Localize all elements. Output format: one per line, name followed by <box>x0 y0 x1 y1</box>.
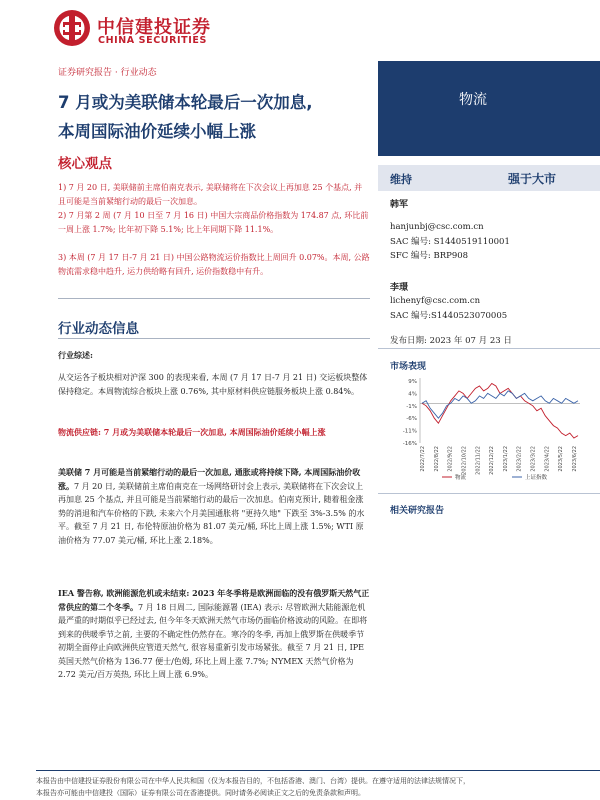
market-performance-chart <box>390 373 586 485</box>
sidebar <box>378 61 600 791</box>
divider <box>58 298 370 299</box>
related-reports-heading: 相关研究报告 <box>390 506 445 516</box>
industry-banner <box>378 61 600 156</box>
chart-y-tick-label: -1% <box>406 403 417 410</box>
analyst-2-email: lichenyf@csc.com.cn <box>390 296 481 306</box>
brand-name-cn: 中信建投证券 <box>97 17 211 38</box>
chart-x-tick-label: 2023/6/22 <box>572 446 578 472</box>
analyst-1-email: hanjunbj@csc.com.cn <box>390 222 484 232</box>
chart-y-tick-label: -6% <box>406 416 417 423</box>
chart-y-tick-label: -16% <box>402 441 417 447</box>
chart-x-tick-label: 2023/5/22 <box>558 446 565 472</box>
title-line-2: 本周国际油价延续小幅上涨 <box>58 122 256 141</box>
industry-news-heading: 行业动态信息 <box>58 321 139 337</box>
analyst-1-sfc: SFC 编号: BRP908 <box>390 251 469 261</box>
chart-series-line-1 <box>422 384 578 439</box>
divider <box>378 348 600 349</box>
rating-label: 维持 <box>390 173 412 186</box>
chart-y-tick-label: 9% <box>408 379 417 385</box>
report-title <box>58 88 370 146</box>
core-point-1: 1) 7 月 20 日, 美联储前主席伯南克表示, 美联储将在下次会议上再加息 25 个基点, 并且可能是当前紧缩行动的最后一次加息。 <box>58 183 363 206</box>
china-securities-emblem-icon <box>52 8 92 48</box>
chart-x-tick-label: 2023/4/22 <box>544 446 551 472</box>
industry-name: 物流 <box>459 92 487 108</box>
brand-logo <box>52 6 222 50</box>
analyst-2-name: 李璟 <box>390 283 409 293</box>
analyst-1-sac: SAC 编号: S1440519110001 <box>390 237 510 247</box>
core-point-2: 2) 7 月第 2 周 (7 月 10 日至 7 月 16 日) 中国大宗商品价格指数为 174.87 点, 环比前一周上涨 1.7%; 比年初下降 5.1%; 比上年同期下降 11.1%。 <box>58 211 369 234</box>
industry-summary-subheading: 行业综述: <box>58 350 93 360</box>
industry-summary-paragraph: 从交运各子板块相对沪深 300 的表现来看, 本周 (7 月 17 日-7 月 21 日) 交运板块整体保持稳定。本周物流综合板块上涨 0.76%, 其中原材料供应链服务板块上涨 0.84%。 <box>58 373 368 396</box>
rating-value: 强于大市 <box>508 172 557 186</box>
chart-y-tick-label: -11% <box>402 428 417 435</box>
logistics-subheading: 物流供应链: 7 月或为美联储本轮最后一次加息, 本周国际油价延续小幅上涨 <box>58 427 326 437</box>
core-point-3: 3) 本周 (7 月 17 日-7 月 21 日) 中国公路物流运价指数比上周回升 0.07%。本周, 公路物流需求稳中趋升, 运力供给略有回升, 运价指数稳中有升。 <box>58 253 370 276</box>
chart-x-tick-label: 2022/11/22 <box>475 446 482 475</box>
chart-x-tick-label: 2022/7/22 <box>420 446 426 472</box>
chart-x-tick-label: 2022/10/22 <box>461 446 468 475</box>
disclaimer-footer <box>36 775 600 799</box>
brand-name-en: CHINA SECURITIES <box>98 35 207 46</box>
chart-x-tick-label: 2022/9/22 <box>447 446 454 472</box>
disclaimer-line-2: 本报告亦可能由中信建投（国际）证券有限公司在香港提供。同时请务必阅读正文之后的免责条款和声明。 <box>36 789 365 797</box>
iea-paragraph-body: 7 月 18 日周二, 国际能源署 (IEA) 表示: 尽管欧洲大陆能源危机最严重的时期似乎已经过去, 但今年冬天欧洲天然气市场仍面临价格波动的风险。在即将到来的供暖季节之前, 主要的不确定性仍然存在。寒冷的冬季, 再加上俄罗斯在供暖季节初期全面停止向欧洲供应管道天然气, 很容易重新引发市场紧张。截至 7 月 21 日, IPE 英国天然气价格为 136.77 便士/色姆, 环比上周上涨 7.7%; NYMEX 天然气价格为 2.72 美元/百万英热, 环比上周上涨 6.9%。 <box>58 602 368 679</box>
footer-divider <box>36 770 600 771</box>
chart-y-tick-label: 4% <box>408 391 417 398</box>
fed-paragraph <box>58 466 370 547</box>
core-views-heading: 核心观点 <box>58 156 112 172</box>
chart-x-tick-label: 2022/8/22 <box>433 446 440 472</box>
chart-series-line-2 <box>422 391 578 418</box>
chart-x-tick-label: 2022/12/22 <box>489 446 496 475</box>
rating-bar <box>378 165 600 191</box>
analyst-1-name: 韩军 <box>390 200 409 210</box>
divider <box>58 338 370 339</box>
analyst-2-sac: SAC 编号:S1440523070005 <box>390 311 508 321</box>
disclaimer-line-1: 本报告由中信建投证券股份有限公司在中华人民共和国（仅为本报告目的，不包括香港、澳门、台湾）提供。在遵守适用的法律法规情况下， <box>36 777 470 785</box>
chart-x-tick-label: 2023/2/22 <box>516 446 523 472</box>
chart-x-tick-label: 2023/3/22 <box>530 446 537 472</box>
chart-legend-label-2: 上证指数 <box>525 475 548 481</box>
chart-legend-label-1: 物流 <box>455 475 467 481</box>
fed-paragraph-body: 7 月 20 日, 美联储前主席伯南克在一场网络研讨会上表示, 美联储将在下次会议上再加息 25 个基点, 并且可能是当前紧缩行动的最后一次加息。伯南克预计, 随着租金涨势的消退和汽车价格的下跌, 未来六个月美国通胀将 "更持久地" 下跌至 3%-3.5% 的水平。截至 7 月 21 日, 布伦特原油价格为 81.07 美元/桶, 环比上周上涨 1.5%; WTI 原油价格为 77.07 美元/桶, 环比上涨 2.18%。 <box>58 481 365 545</box>
iea-paragraph <box>58 587 370 682</box>
divider <box>378 493 600 494</box>
report-type-tag: 证券研究报告 · 行业动态 <box>58 68 157 78</box>
chart-x-tick-label: 2023/1/22 <box>502 446 509 472</box>
fed-paragraph-lead: 美联储 7 月可能是当前紧缩行动的最后一次加息, 通胀或将持续下降, 本周国际油价收涨。 <box>58 467 361 491</box>
title-line-1: 7 月或为美联储本轮最后一次加息, <box>58 93 313 112</box>
publish-date: 发布日期: 2023 年 07 月 23 日 <box>390 336 512 346</box>
iea-paragraph-lead: IEA 警告称, 欧洲能源危机或未结束: 2023 年冬季将是欧洲面临的没有俄罗斯天然气正常供应的第二个冬季。 <box>58 588 370 612</box>
chart-heading: 市场表现 <box>390 362 427 372</box>
